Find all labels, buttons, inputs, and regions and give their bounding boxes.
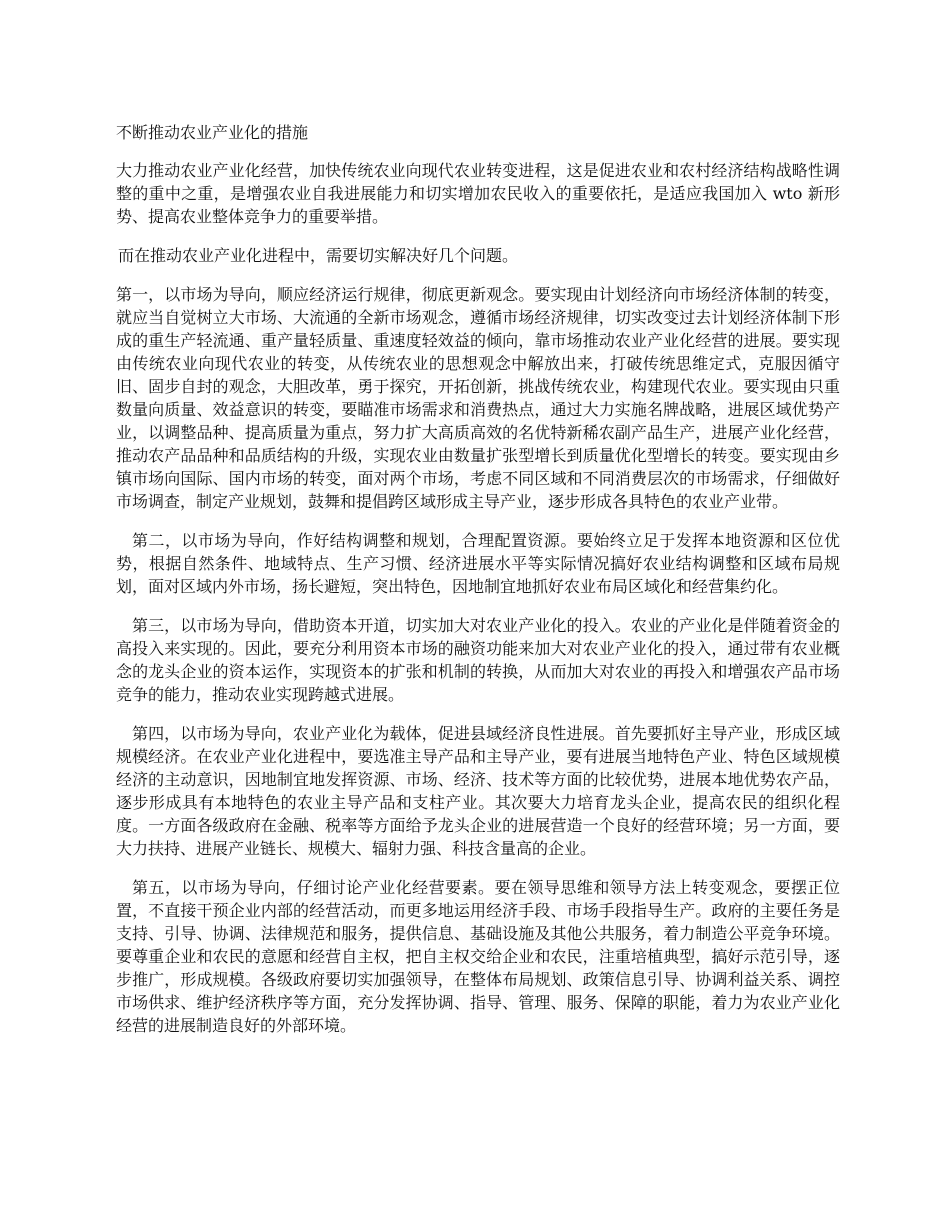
document-title: 不断推动农业产业化的措施 [116, 123, 309, 142]
paragraph-point-1: 第一，以市场为导向，顺应经济运行规律，彻底更新观念。要实现由计划经济向市场经济体制的转变，就应当自觉树立大市场、大流通的全新市场观念，遵循市场经济规律，切实改变过去计划经济体制下形成的重生产轻流通、重产量轻质量、重速度轻效益的倾向，靠市场推动农业产业化经营的进展。要实现由传统农业向现代农业的转变，从传统农业的思想观念中解放出来，打破传统思维定式，克服因循守旧、固步自封的观念，大胆改革，勇于探究，开拓创新，挑战传统农业，构建现代农业。要实现由只重数量向质量、效益意识的转变，要瞄准市场需求和消费热点，通过大力实施名牌战略，进展区域优势产业，以调整品种、提高质量为重点，努力扩大高质高效的名优特新稀农副产品生产，进展产业化经营，推动农产品品种和品质结构的升级，实现农业由数量扩张型增长到质量优化型增长的转变。要实现由乡镇市场向国际、国内市场的转变，面对两个市场，考虑不同区域和不同消费层次的市场需求，仔细做好市场调查，制定产业规划，鼓舞和提倡跨区域形成主导产业，逐步形成各具特色的农业产业带。 [116, 285, 840, 511]
paragraph-point-2: 第二，以市场为导向，作好结构调整和规划，合理配置资源。要始终立足于发挥本地资源和区位优势，根据自然条件、地域特点、生产习惯、经济进展水平等实际情况搞好农业结构调整和区域布局规划，面对区域内外市场，扬长避短，突出特色，因地制宜地抓好农业布局区域化和经营集约化。 [116, 531, 840, 596]
paragraph-point-4: 第四，以市场为导向，农业产业化为载体，促进县域经济良性进展。首先要抓好主导产业，形成区域规模经济。在农业产业化进程中，要选准主导产品和主导产业，要有进展当地特色产业、特色区域规模经济的主动意识，因地制宜地发挥资源、市场、经济、技术等方面的比较优势，进展本地优势农产品，逐步形成具有本地特色的农业主导产品和支柱产业。其次要大力培育龙头企业，提高农民的组织化程度。一方面各级政府在金融、税率等方面给予龙头企业的进展营造一个良好的经营环境；另一方面，要大力扶持、进展产业链长、规模大、辐射力强、科技含量高的企业。 [116, 724, 840, 858]
paragraph-intro: 大力推动农业产业化经营，加快传统农业向现代农业转变进程，这是促进农业和农村经济结构战略性调整的重中之重，是增强农业自我进展能力和切实增加农民收入的重要依托，是适应我国加入 wto 新形势、提高农业整体竞争力的重要举措。 [116, 161, 840, 226]
paragraph-point-5: 第五，以市场为导向，仔细讨论产业化经营要素。要在领导思维和领导方法上转变观念，要摆正位置，不直接干预企业内部的经营活动，而更多地运用经济手段、市场手段指导生产。政府的主要任务是支持、引导、协调、法律规范和服务，提供信息、基础设施及其他公共服务，着力制造公平竞争环境。要尊重企业和农民的意愿和经营自主权，把自主权交给企业和农民，注重培植典型，搞好示范引导，逐步推广，形成规模。各级政府要切实加强领导，在整体布局规划、政策信息引导、协调利益关系、调控市场供求、维护经济秩序等方面，充分发挥协调、指导、管理、服务、保障的职能，着力为农业产业化经营的进展制造良好的外部环境。 [116, 878, 840, 1035]
paragraph-problems-lead: 而在推动农业产业化进程中，需要切实解决好几个问题。 [118, 246, 519, 265]
document-page [116, 121, 840, 1053]
paragraph-point-3: 第三，以市场为导向，借助资本开道，切实加大对农业产业化的投入。农业的产业化是伴随着资金的高投入来实现的。因此，要充分利用资本市场的融资功能来加大对农业产业化的投入，通过带有农业概念的龙头企业的资本运作，实现资本的扩张和机制的转换，从而加大对农业的再投入和增强农产品市场竞争的能力，推动农业实现跨越式进展。 [116, 616, 840, 704]
